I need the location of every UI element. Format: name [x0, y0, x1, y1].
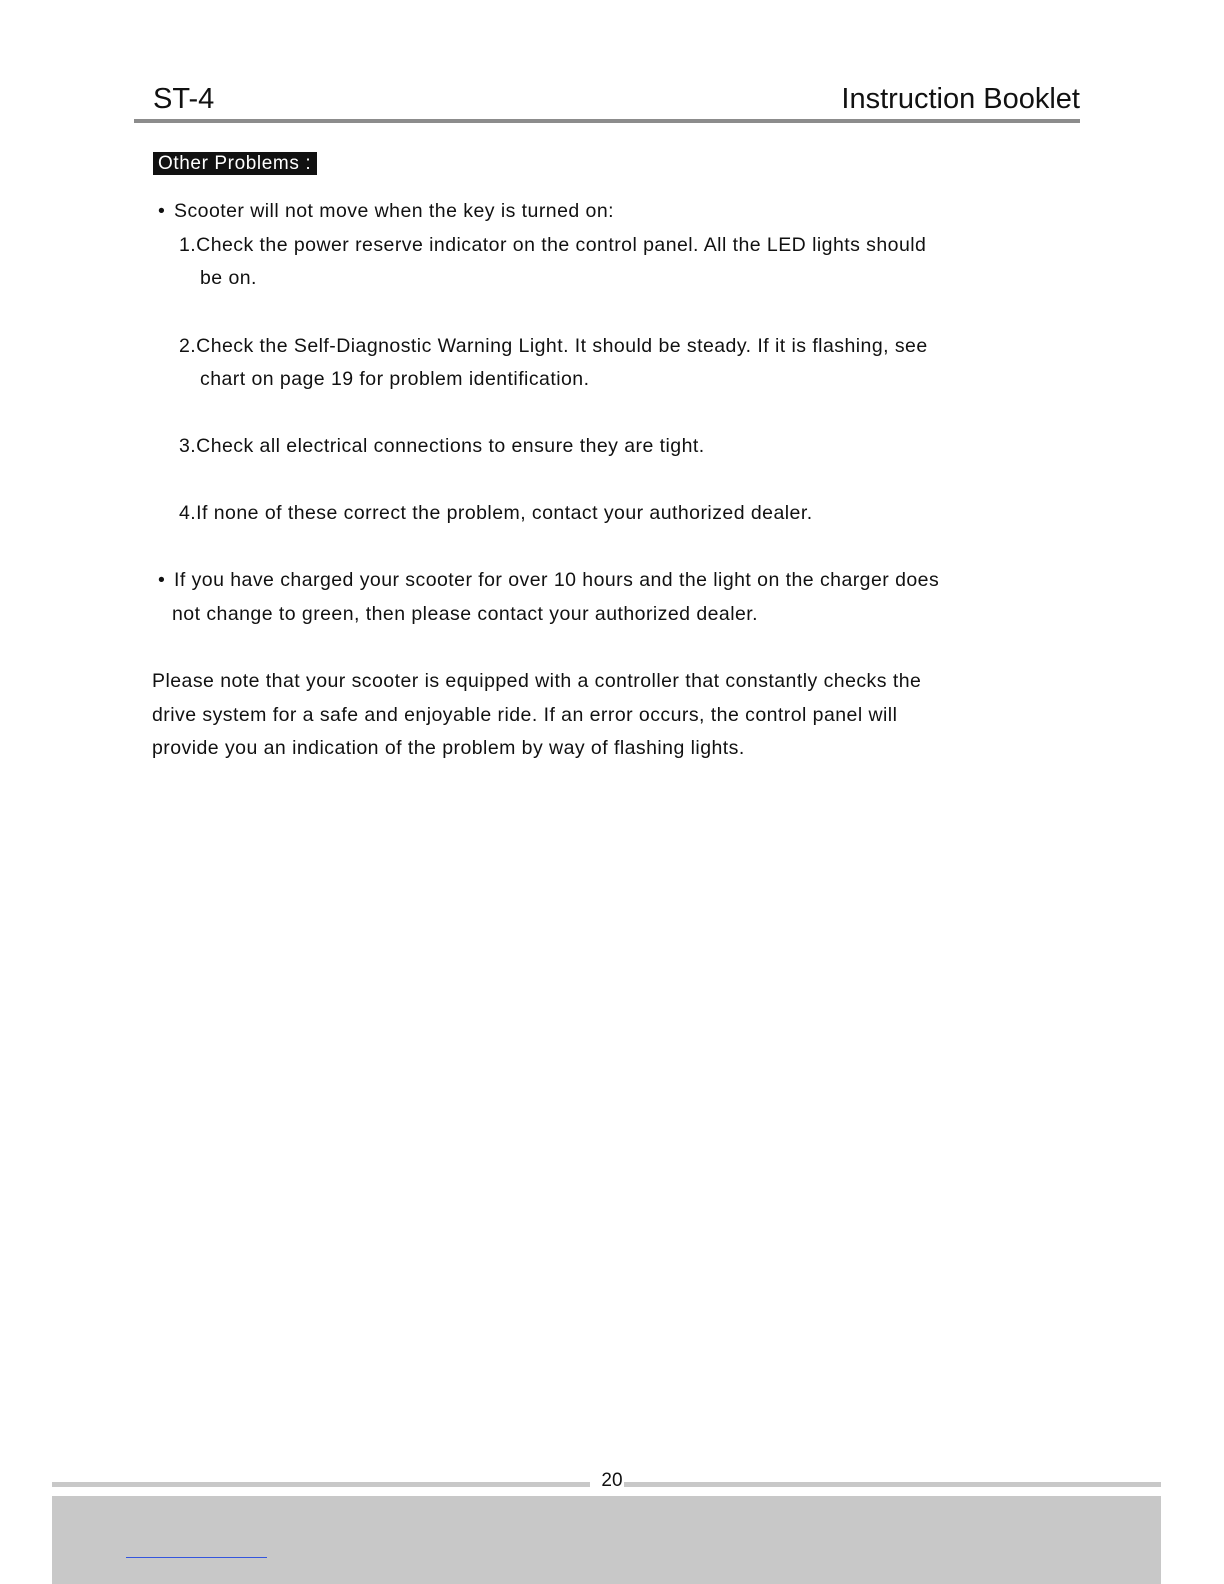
- step-2-line-2: chart on page 19 for problem identification.: [200, 368, 590, 390]
- step-3-line-1: 3.Check all electrical connections to ensure they are tight.: [179, 435, 705, 457]
- step-2-line-1: 2.Check the Self-Diagnostic Warning Light. It should be steady. If it is flashing, see: [179, 335, 928, 357]
- booklet-title: Instruction Booklet: [841, 83, 1080, 115]
- bullet-item-1: [158, 198, 614, 224]
- footer-band: [52, 1496, 1161, 1584]
- note-line-2: drive system for a safe and enjoyable ride. If an error occurs, the control panel will: [152, 704, 898, 726]
- bullet-text: If you have charged your scooter for over 10 hours and the light on the charger does: [174, 569, 940, 591]
- footer-divider-right: [624, 1482, 1161, 1487]
- step-1-line-2: be on.: [200, 267, 257, 289]
- step-1-line-1: 1.Check the power reserve indicator on the control panel. All the LED lights should: [179, 234, 927, 256]
- bullet-item-2: [158, 567, 939, 593]
- page-number: 20: [601, 1470, 623, 1491]
- bullet-marker: •: [158, 569, 166, 591]
- note-line-3: provide you an indication of the problem by way of flashing lights.: [152, 737, 745, 759]
- section-title-badge: Other Problems :: [153, 152, 317, 175]
- model-label: ST-4: [153, 83, 215, 115]
- step-4-line-1: 4.If none of these correct the problem, contact your authorized dealer.: [179, 502, 813, 524]
- bullet-text: Scooter will not move when the key is turned on:: [174, 200, 614, 222]
- footer-link-underline[interactable]: [126, 1557, 267, 1558]
- note-line-1: Please note that your scooter is equipped with a controller that constantly checks the: [152, 670, 922, 692]
- bullet-2-line-2: not change to green, then please contact your authorized dealer.: [172, 603, 759, 625]
- bullet-marker: •: [158, 200, 166, 222]
- header-divider: [134, 119, 1080, 123]
